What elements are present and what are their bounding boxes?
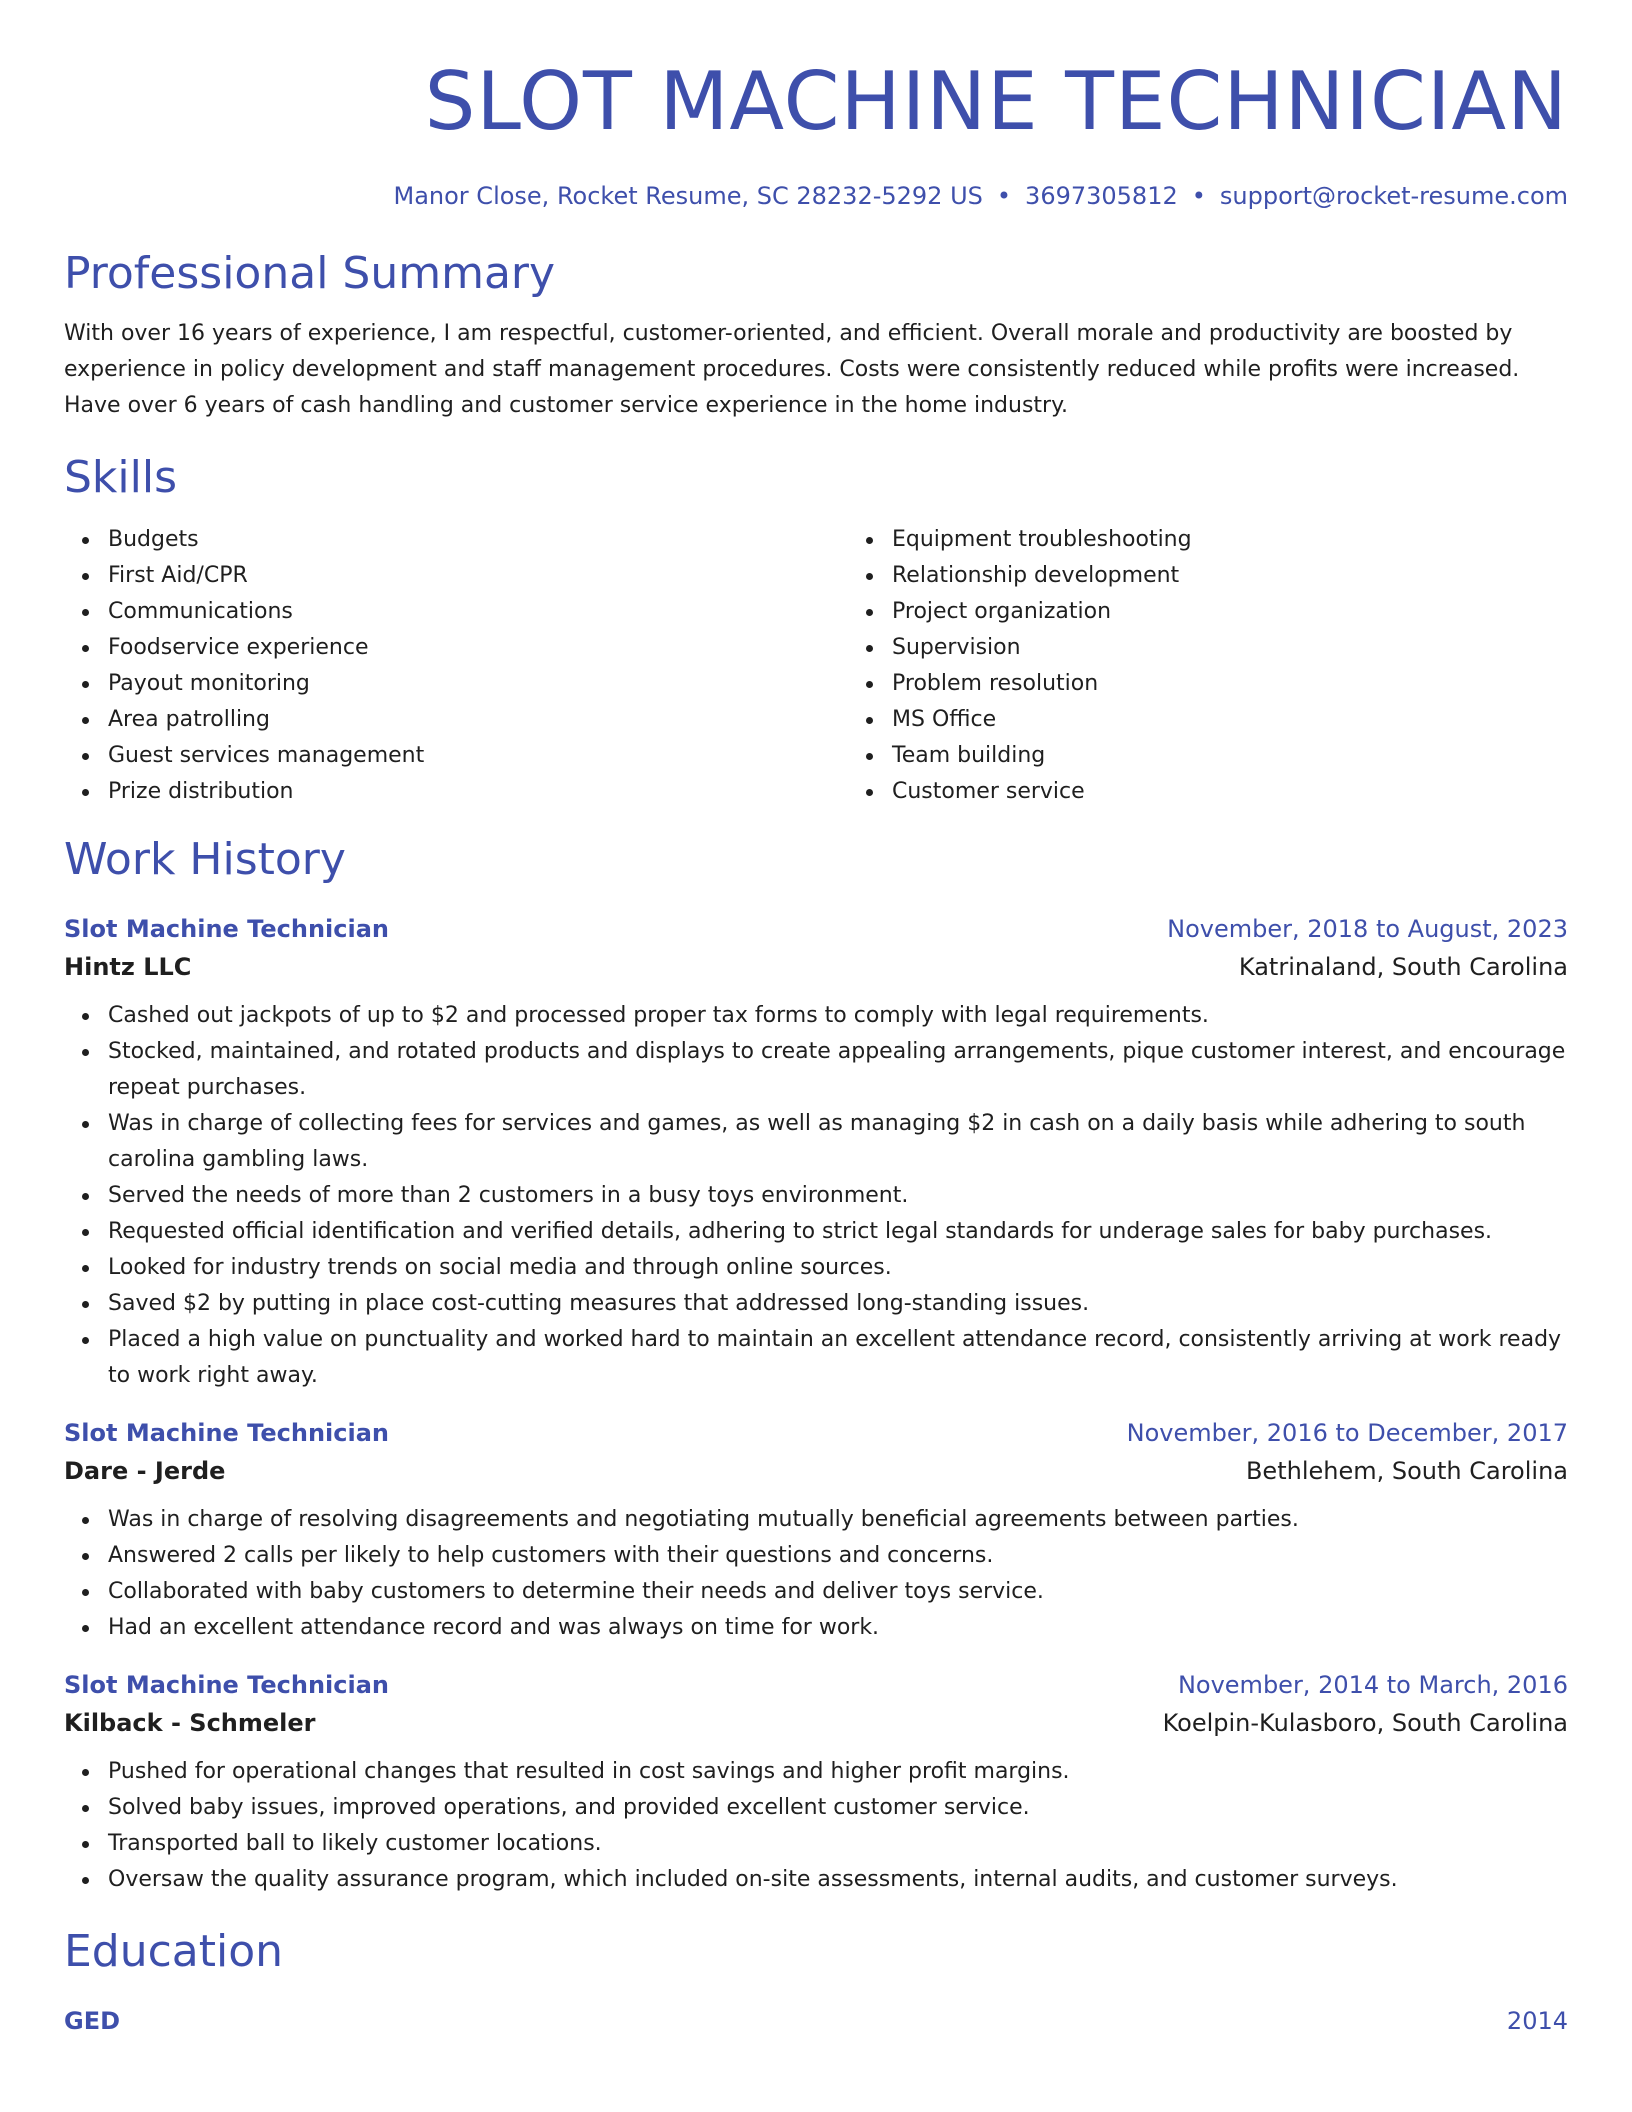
job-dates: November, 2016 to December, 2017 [1126, 1419, 1568, 1447]
separator: • [996, 182, 1012, 210]
job-location: Koelpin-Kulasboro, South Carolina [1162, 1709, 1568, 1737]
skill-item: Team building [892, 738, 1632, 774]
job-bullet: Placed a high value on punctuality and worked hard to maintain an excellent attendance record, consistently arriving at work ready to work right away. [108, 1322, 1568, 1394]
job-dates: November, 2014 to March, 2016 [1177, 1671, 1568, 1699]
job-title: Slot Machine Technician [64, 1419, 389, 1447]
job-bullet: Solved baby issues, improved operations, and provided excellent customer service. [108, 1790, 1568, 1826]
company-name: Dare - Jerde [64, 1457, 226, 1485]
education-heading: Education [64, 1926, 284, 1977]
job-bullets [64, 998, 1568, 1394]
education-year: 2014 [1506, 2007, 1568, 2035]
separator: • [1191, 182, 1206, 210]
skills-column-right [848, 522, 1632, 810]
job-bullet: Had an excellent attendance record and was always on time for work. [108, 1610, 1568, 1646]
summary-text: With over 16 years of experience, I am respectful, customer-oriented, and efficient. Overall morale and productivity are boosted by experience in policy development and staff management procedures. Costs were consistently reduced while profits were increased. Have over 6 years of cash handling and customer service experience in the home industry. [64, 321, 1520, 418]
job-bullet: Oversaw the quality assurance program, which included on-site assessments, internal audits, and customer surveys. [108, 1862, 1568, 1898]
skill-item: Equipment troubleshooting [892, 522, 1632, 558]
skill-item: Area patrolling [108, 702, 848, 738]
degree: GED [64, 2007, 121, 2035]
skill-item: Relationship development [892, 558, 1632, 594]
company-name: Hintz LLC [64, 953, 192, 981]
skill-item: Project organization [892, 594, 1632, 630]
job-location: Bethlehem, South Carolina [1245, 1457, 1568, 1485]
job-bullet: Looked for industry trends on social media and through online sources. [108, 1250, 1568, 1286]
job-bullet: Transported ball to likely customer locations. [108, 1826, 1568, 1862]
summary-heading: Professional Summary [64, 248, 556, 299]
job-bullets [64, 1502, 1568, 1646]
phone: 3697305812 [1025, 182, 1178, 210]
education-entry [64, 2002, 1568, 2040]
skill-item: Guest services management [108, 738, 848, 774]
skill-item: Payout monitoring [108, 666, 848, 702]
job-bullet: Collaborated with baby customers to determine their needs and deliver toys service. [108, 1574, 1568, 1610]
skill-item: Supervision [892, 630, 1632, 666]
job-bullets [64, 1754, 1568, 1898]
job-bullet: Cashed out jackpots of up to $2 and processed proper tax forms to comply with legal requirements. [108, 998, 1568, 1034]
skills-column-left [64, 522, 848, 810]
skill-item: Prize distribution [108, 774, 848, 810]
skills-heading: Skills [64, 452, 178, 503]
skills-list [64, 522, 1568, 810]
address: Manor Close, Rocket Resume, SC 28232-5292 US [393, 182, 983, 210]
job-bullet: Saved $2 by putting in place cost-cutting measures that addressed long-standing issues. [108, 1286, 1568, 1322]
skill-item: MS Office [892, 702, 1632, 738]
job-entry [64, 910, 1568, 1394]
job-bullet: Stocked, maintained, and rotated products and displays to create appealing arrangements, pique customer interest, and encourage repeat purchases. [108, 1034, 1568, 1106]
job-bullet: Pushed for operational changes that resulted in cost savings and higher profit margins. [108, 1754, 1568, 1790]
job-title: Slot Machine Technician [64, 915, 389, 943]
skill-item: Communications [108, 594, 848, 630]
contact-line [64, 178, 1568, 214]
work-history-heading: Work History [64, 834, 346, 885]
skill-item: Budgets [108, 522, 848, 558]
email-link[interactable]: support@rocket-resume.com [1219, 182, 1568, 210]
job-bullet: Answered 2 calls per likely to help customers with their questions and concerns. [108, 1538, 1568, 1574]
skill-item: Foodservice experience [108, 630, 848, 666]
company-name: Kilback - Schmeler [64, 1709, 316, 1737]
skill-item: Problem resolution [892, 666, 1632, 702]
job-title: Slot Machine Technician [64, 1671, 389, 1699]
job-bullet: Was in charge of resolving disagreements and negotiating mutually beneficial agreements between parties. [108, 1502, 1568, 1538]
job-bullet: Served the needs of more than 2 customers in a busy toys environment. [108, 1178, 1568, 1214]
job-bullet: Requested official identification and verified details, adhering to strict legal standards for underage sales for baby purchases. [108, 1214, 1568, 1250]
job-entry [64, 1666, 1568, 1898]
job-location: Katrinaland, South Carolina [1238, 953, 1568, 981]
job-dates: November, 2018 to August, 2023 [1167, 915, 1568, 943]
job-entry [64, 1414, 1568, 1646]
job-bullet: Was in charge of collecting fees for services and games, as well as managing $2 in cash on a daily basis while adhering to south carolina gambling laws. [108, 1106, 1568, 1178]
resume-title: SLOT MACHINE TECHNICIAN [424, 55, 1568, 148]
skill-item: First Aid/CPR [108, 558, 848, 594]
skill-item: Customer service [892, 774, 1632, 810]
